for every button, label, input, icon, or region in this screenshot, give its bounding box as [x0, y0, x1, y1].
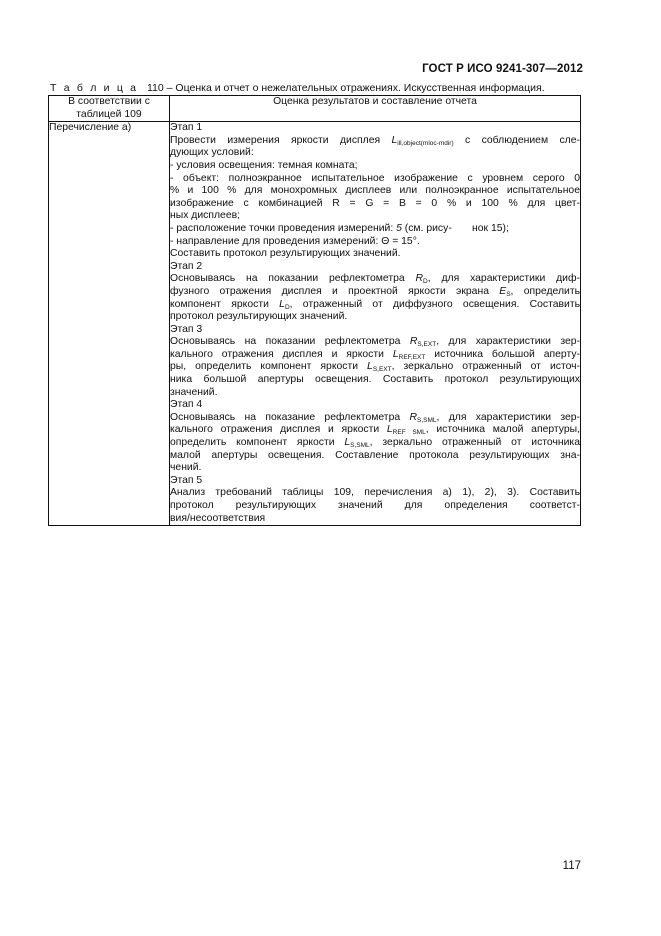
- stage2-title: Этап 2: [170, 260, 203, 272]
- caption-text: – Оценка и отчет о нежелательных отражениях. Искусственная информация.: [166, 82, 545, 94]
- stage1-line10: Составить протокол результирующих значений.: [170, 248, 401, 260]
- caption-label: Т а б л и ц а: [50, 82, 139, 94]
- stage1-line9: - направление для проведения измерений: Θ = 15°.: [170, 235, 420, 247]
- stage4-title: Этап 4: [170, 399, 203, 411]
- stage4-line1: Основываясь на показание рефлектометра $R_{S,SML}$, для характеристики зер-: [170, 411, 581, 424]
- evaluation-cell: [170, 122, 581, 526]
- table-row: [49, 122, 581, 526]
- stage1-line4: - объект: полноэкранное испытательное изображение с уровнем серого 0: [170, 172, 580, 184]
- stage1-line5: % и 100 % для монохромных дисплеев или полноэкранное испытательное: [170, 185, 580, 197]
- table-header-row: [49, 96, 581, 122]
- stage4-line5: чений.: [170, 462, 202, 474]
- stage2-line4: протокол результирующих значений.: [170, 311, 348, 323]
- stage5-line3: вия/несоответствия: [170, 512, 266, 524]
- stage1-line8: - расположение точки проведения измерений: 5 (см. рису- нок 15);: [170, 222, 509, 234]
- stage4-line4: малой апертуры освещения. Составление протокола результирующих зна-: [170, 449, 580, 461]
- header-cell-reference: В соответствии с таблицей 109: [49, 96, 170, 122]
- caption-number: 110: [146, 82, 164, 94]
- stage1-line3: - условия освещения: темная комната;: [170, 159, 358, 171]
- stage3-title: Этап 3: [170, 323, 203, 335]
- stage5-line1: Анализ требований таблицы 109, перечисления а) 1), 2), 3). Составить: [170, 487, 580, 499]
- stage3-line2: кального отражения дисплея и яркости $L_{REF,EXT}$ источника большой аперту-: [170, 348, 580, 361]
- evaluation-table: [48, 95, 581, 526]
- header-cell-evaluation: Оценка результатов и составление отчета: [170, 96, 581, 122]
- table-caption: [50, 82, 590, 94]
- stage1-line1: Провести измерения яркости дисплея $L_{ill,object(mloc-mdir)}$ с соблюдением сле-: [170, 134, 580, 147]
- stage3-line4: ника большой апертуры освещения. Составить протокол результирующих: [170, 374, 580, 386]
- stage4-line3: определить компонент яркости $L_{S,SML}$, зеркально отраженный от источника: [170, 437, 580, 450]
- stage2-line3: компонент яркости $L_D$, отраженный от диффузного освещения. Составить: [170, 298, 580, 311]
- stage1-line6: изображение с комбинацией R = G = B = 0 % и 100 % для цвет-: [170, 197, 581, 209]
- row-label-cell: Перечисление а): [49, 122, 170, 526]
- stage5-title: Этап 5: [170, 474, 203, 486]
- stage1-line2: дующих условий:: [170, 147, 254, 159]
- page-number: 117: [562, 860, 581, 872]
- stage2-line1: Основываясь на показании рефлектометра $R_D$, для характеристики диф-: [170, 273, 580, 286]
- standard-header: ГОСТ Р ИСО 9241-307—2012: [422, 63, 583, 75]
- stage3-line3: ры, определить компонент яркости $L_{S,EXT}$, зеркально отраженный от источ-: [170, 361, 581, 374]
- stage5-line2: протокол результирующих значений для определения соответст-: [170, 500, 580, 511]
- stage3-line5: значений.: [170, 386, 218, 398]
- stage2-line2: фузного отражения дисплея и проектной яркости экрана $E_S$, определить: [170, 285, 580, 298]
- stage4-line2: кального отражения дисплея и яркости $L_{REF SML}$, источника малой апертуры,: [170, 424, 581, 437]
- stage1-title: Этап 1: [170, 122, 203, 134]
- stage1-line7: ных дисплеев;: [170, 210, 241, 222]
- stage3-line1: Основываясь на показании рефлектометра $R_{S,EXT}$, для характеристики зер-: [170, 336, 580, 349]
